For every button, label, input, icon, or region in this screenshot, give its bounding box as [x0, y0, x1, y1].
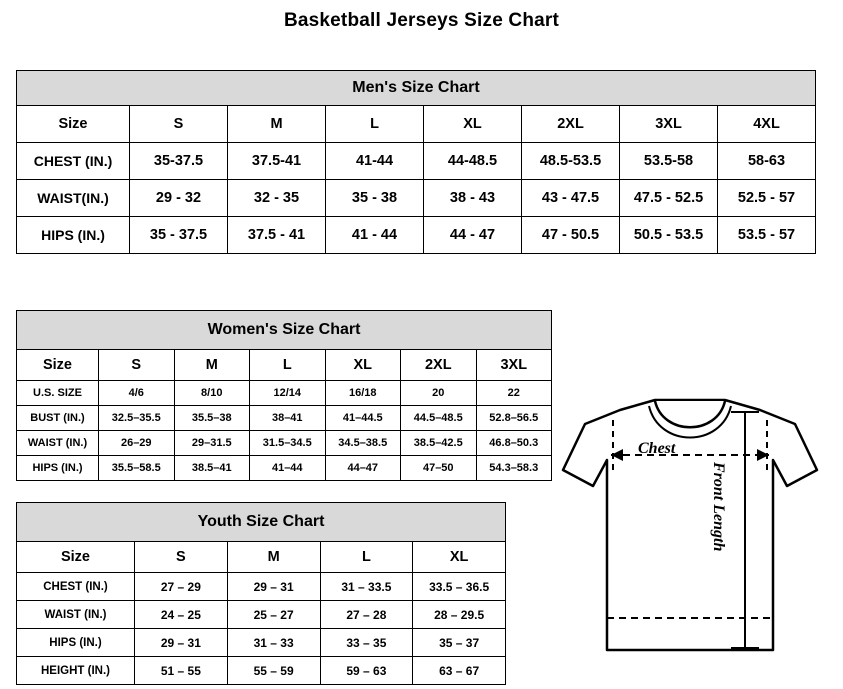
cell-hips-xl: 44–47 [325, 456, 401, 481]
cell-waist-m: 25 – 27 [227, 601, 320, 629]
table-row [17, 573, 506, 601]
column-header-3xl: 3XL [620, 106, 718, 143]
cell-height-s: 51 – 55 [135, 657, 228, 685]
page-title: Basketball Jerseys Size Chart [283, 10, 560, 31]
cell-waist-2xl: 38.5–42.5 [401, 431, 477, 456]
cell-waist-4xl: 52.5 - 57 [718, 180, 816, 217]
column-header-m: M [227, 542, 320, 573]
cell-chest-xl: 33.5 – 36.5 [413, 573, 506, 601]
cell-chest-3xl: 53.5-58 [620, 143, 718, 180]
cell-waist-m: 32 - 35 [228, 180, 326, 217]
cell-bust-m: 35.5–38 [174, 406, 250, 431]
column-header-2xl: 2XL [401, 350, 477, 381]
cell-hips-s: 35.5–58.5 [99, 456, 175, 481]
cell-chest-l: 31 – 33.5 [320, 573, 413, 601]
column-header-l: L [326, 106, 424, 143]
cell-hips-3xl: 50.5 - 53.5 [620, 217, 718, 254]
cell-hips-m: 37.5 - 41 [228, 217, 326, 254]
cell-bust-3xl: 52.8–56.5 [476, 406, 552, 431]
cell-waist-xl: 34.5–38.5 [325, 431, 401, 456]
column-header-2xl: 2XL [522, 106, 620, 143]
column-header-size: Size [17, 350, 99, 381]
womens-size-chart-container [16, 310, 552, 481]
table-row [17, 217, 816, 254]
table-row [17, 143, 816, 180]
cell-chest-s: 27 – 29 [135, 573, 228, 601]
row-label-waist: WAIST (IN.) [17, 601, 135, 629]
column-header-m: M [174, 350, 250, 381]
column-header-s: S [135, 542, 228, 573]
row-label-waist: WAIST (IN.) [17, 431, 99, 456]
mens-size-chart-table [16, 70, 816, 254]
cell-waist-l: 27 – 28 [320, 601, 413, 629]
cell-chest-2xl: 48.5-53.5 [522, 143, 620, 180]
cell-hips-4xl: 53.5 - 57 [718, 217, 816, 254]
cell-waist-2xl: 43 - 47.5 [522, 180, 620, 217]
column-header-xl: XL [424, 106, 522, 143]
table-header-row [17, 542, 506, 573]
cell-hips-2xl: 47–50 [401, 456, 477, 481]
youth-size-chart-table [16, 502, 506, 685]
column-header-xl: XL [413, 542, 506, 573]
womens-size-chart-table [16, 310, 552, 481]
cell-hips-m: 31 – 33 [227, 629, 320, 657]
table-row [17, 456, 552, 481]
row-label-bust: BUST (IN.) [17, 406, 99, 431]
table-row [17, 657, 506, 685]
column-header-3xl: 3XL [476, 350, 552, 381]
cell-waist-s: 26–29 [99, 431, 175, 456]
cell-us-size-3xl: 22 [476, 381, 552, 406]
column-header-m: M [228, 106, 326, 143]
column-header-xl: XL [325, 350, 401, 381]
cell-waist-m: 29–31.5 [174, 431, 250, 456]
cell-hips-2xl: 47 - 50.5 [522, 217, 620, 254]
table-header-row [17, 350, 552, 381]
cell-us-size-l: 12/14 [250, 381, 326, 406]
cell-hips-xl: 44 - 47 [424, 217, 522, 254]
cell-bust-2xl: 44.5–48.5 [401, 406, 477, 431]
column-header-size: Size [17, 542, 135, 573]
cell-waist-xl: 28 – 29.5 [413, 601, 506, 629]
table-row [17, 629, 506, 657]
jersey-measurement-diagram [545, 362, 835, 682]
youth-chart-title: Youth Size Chart [17, 503, 506, 542]
cell-bust-xl: 41–44.5 [325, 406, 401, 431]
cell-bust-l: 38–41 [250, 406, 326, 431]
cell-hips-l: 41–44 [250, 456, 326, 481]
cell-hips-s: 35 - 37.5 [130, 217, 228, 254]
table-row [17, 381, 552, 406]
cell-waist-l: 31.5–34.5 [250, 431, 326, 456]
row-label-height: HEIGHT (IN.) [17, 657, 135, 685]
row-label-us-size: U.S. SIZE [17, 381, 99, 406]
table-caption-row [17, 71, 816, 106]
cell-bust-s: 32.5–35.5 [99, 406, 175, 431]
cell-chest-xl: 44-48.5 [424, 143, 522, 180]
cell-chest-l: 41-44 [326, 143, 424, 180]
cell-hips-xl: 35 – 37 [413, 629, 506, 657]
cell-chest-m: 29 – 31 [227, 573, 320, 601]
cell-chest-s: 35-37.5 [130, 143, 228, 180]
cell-us-size-2xl: 20 [401, 381, 477, 406]
cell-hips-m: 38.5–41 [174, 456, 250, 481]
cell-us-size-m: 8/10 [174, 381, 250, 406]
column-header-s: S [99, 350, 175, 381]
cell-waist-3xl: 47.5 - 52.5 [620, 180, 718, 217]
table-row [17, 431, 552, 456]
row-label-hips: HIPS (IN.) [17, 456, 99, 481]
cell-height-xl: 63 – 67 [413, 657, 506, 685]
table-caption-row [17, 311, 552, 350]
column-header-l: L [250, 350, 326, 381]
cell-chest-m: 37.5-41 [228, 143, 326, 180]
row-label-waist: WAIST(IN.) [17, 180, 130, 217]
column-header-size: Size [17, 106, 130, 143]
table-row [17, 406, 552, 431]
row-label-chest: CHEST (IN.) [17, 573, 135, 601]
cell-us-size-s: 4/6 [99, 381, 175, 406]
youth-size-chart-container [16, 502, 506, 685]
table-header-row [17, 106, 816, 143]
table-row [17, 601, 506, 629]
cell-hips-l: 41 - 44 [326, 217, 424, 254]
cell-waist-s: 29 - 32 [130, 180, 228, 217]
cell-waist-xl: 38 - 43 [424, 180, 522, 217]
front-length-label: Front Length [710, 462, 727, 552]
row-label-hips: HIPS (IN.) [17, 217, 130, 254]
cell-height-l: 59 – 63 [320, 657, 413, 685]
cell-waist-3xl: 46.8–50.3 [476, 431, 552, 456]
cell-hips-l: 33 – 35 [320, 629, 413, 657]
row-label-hips: HIPS (IN.) [17, 629, 135, 657]
row-label-chest: CHEST (IN.) [17, 143, 130, 180]
womens-chart-title: Women's Size Chart [17, 311, 552, 350]
table-caption-row [17, 503, 506, 542]
jersey-shape-icon [545, 362, 835, 682]
cell-hips-3xl: 54.3–58.3 [476, 456, 552, 481]
chest-label: Chest [638, 440, 676, 457]
cell-us-size-xl: 16/18 [325, 381, 401, 406]
cell-chest-4xl: 58-63 [718, 143, 816, 180]
mens-chart-title: Men's Size Chart [17, 71, 816, 106]
column-header-4xl: 4XL [718, 106, 816, 143]
cell-height-m: 55 – 59 [227, 657, 320, 685]
table-row [17, 180, 816, 217]
cell-hips-s: 29 – 31 [135, 629, 228, 657]
column-header-s: S [130, 106, 228, 143]
cell-waist-l: 35 - 38 [326, 180, 424, 217]
mens-size-chart-container [16, 70, 816, 254]
column-header-l: L [320, 542, 413, 573]
cell-waist-s: 24 – 25 [135, 601, 228, 629]
